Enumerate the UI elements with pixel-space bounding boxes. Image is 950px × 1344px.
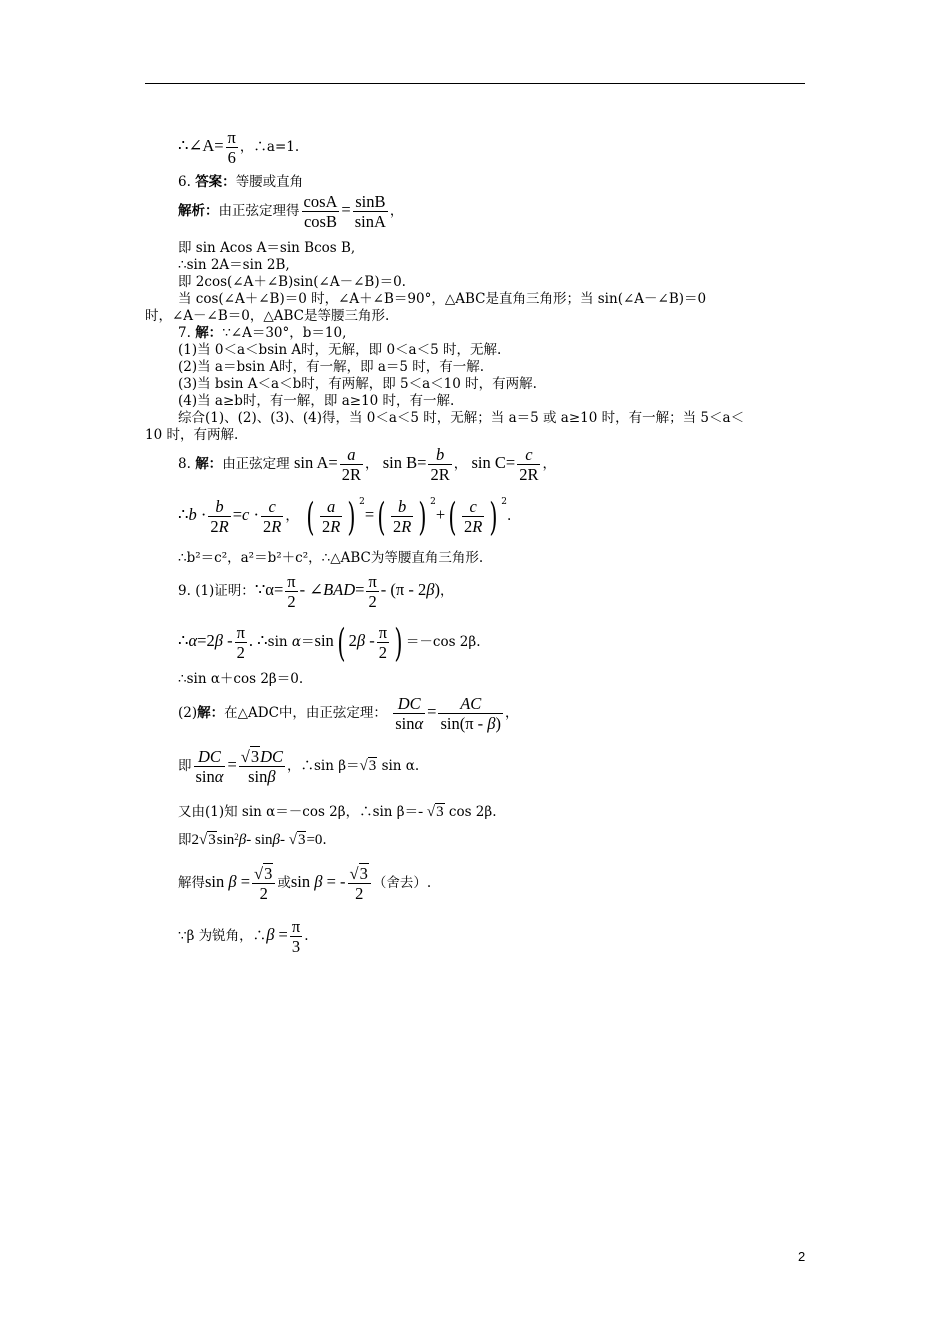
q7-summary-2: 10 时，有两解. <box>145 427 239 443</box>
q7-case-4: (4)当 a≥b时，有一解，即 a≥10 时，有一解. <box>178 393 455 409</box>
q6-line-2: ∴sin 2A＝sin 2B, <box>178 257 290 273</box>
q7-case-2: (2)当 a＝bsin A时，有一解，即 a＝5 时，有一解. <box>178 359 485 375</box>
q7-case-3: (3)当 bsin A＜a＜b时，有两解，即 5＜a＜10 时，有两解. <box>178 376 537 392</box>
q6-analysis: 解析：由正弦定理得 $\frac{\cos A}{\cos B}$ = $\frac{\sin B}{\sin A}$ ， <box>178 192 404 231</box>
q9-final: ∵β 为锐角，∴β = $\frac{\pi}{3}$ . <box>178 917 309 956</box>
q9-proof-intro: 9. (1)证明：∵α= $\frac{\pi}{2}$ - ∠BAD= $\frac{\pi}{2}$ - (π - 2β)， <box>178 572 454 611</box>
q8-squared-relation: ∴b · $\frac{b}{2R}$ =c · $\frac{c}{2R}$ ， ( $\frac{a}{2R}$ ) $^2$=( $\frac{b}{2R}$ ) $^2$+( $\frac{c}{2R}$ ) $^2$. <box>178 494 512 539</box>
q7-case-1: (1)当 0＜a＜bsin A时，无解，即 0＜a＜5 时，无解. <box>178 342 502 358</box>
q9-quadratic: 即$2√3\sin^2\beta-$ sinβ- √3=0. <box>178 832 327 848</box>
q8-conclusion: ∴b²＝c²，a²＝b²＋c²，∴△ABC为等腰直角三角形. <box>178 550 484 566</box>
q9-substitution: 又由(1)知 sin α＝－cos 2β，∴sin β＝- √3 cos 2β. <box>178 804 497 820</box>
q6-answer: 6. 答案：等腰或直角 <box>178 174 304 190</box>
header-rule <box>145 83 805 84</box>
q9-ratio: 即 $\frac{DC}{\sin\alpha}$ = $\frac{√3DC}{\sin\beta}$ ，∴sin β＝√3 sin α. <box>178 747 420 786</box>
page-number: 2 <box>798 1249 806 1264</box>
q7-summary-1: 综合(1)、(2)、(3)、(4)得，当 0＜a＜5 时，无解；当 a＝5 或 a≥10 时，有一解；当 5＜a＜ <box>178 410 745 426</box>
q6-line-1: 即 sin Acos A＝sin Bcos B, <box>178 240 356 256</box>
q8-sine-law: 8. 解：由正弦定理 sin A= $\frac{a}{2R}$ ， sin B= $\frac{b}{2R}$ ， sin C= $\frac{c}{2R}$ ， <box>178 445 556 484</box>
q6-line-4: 当 cos(∠A＋∠B)＝0 时，∠A＋∠B＝90°，△ABC是直角三角形；当 sin(∠A－∠B)＝0 <box>178 291 707 307</box>
q9-part2-intro: (2)解：在△ADC中，由正弦定理： $\frac{DC}{\sin\alpha}$ = $\frac{AC}{\sin(\pi - \beta)}$ ， <box>178 694 519 733</box>
q6-line-3: 即 2cos(∠A＋∠B)sin(∠A－∠B)＝0. <box>178 274 406 290</box>
q5-conclusion: ∴∠A= $\frac{\pi}{6}$ ，∴a=1. <box>178 128 300 167</box>
q7-condition: 7. 解：∵∠A＝30°，b＝10, <box>178 325 347 341</box>
q9-proof-result: ∴sin α＋cos 2β＝0. <box>178 671 304 687</box>
q6-line-5: 时，∠A－∠B＝0，△ABC是等腰三角形. <box>145 308 390 324</box>
q9-solutions: 解得sin β = $\frac{√3}{2}$ 或sin β = - $\frac{√3}{2}$ （舍去）. <box>178 864 432 903</box>
q9-proof-step: ∴α=2β - $\frac{\pi}{2}$ . ∴sin α＝sin( 2β - $\frac{\pi}{2}$ ) ＝－cos 2β. <box>178 620 481 665</box>
